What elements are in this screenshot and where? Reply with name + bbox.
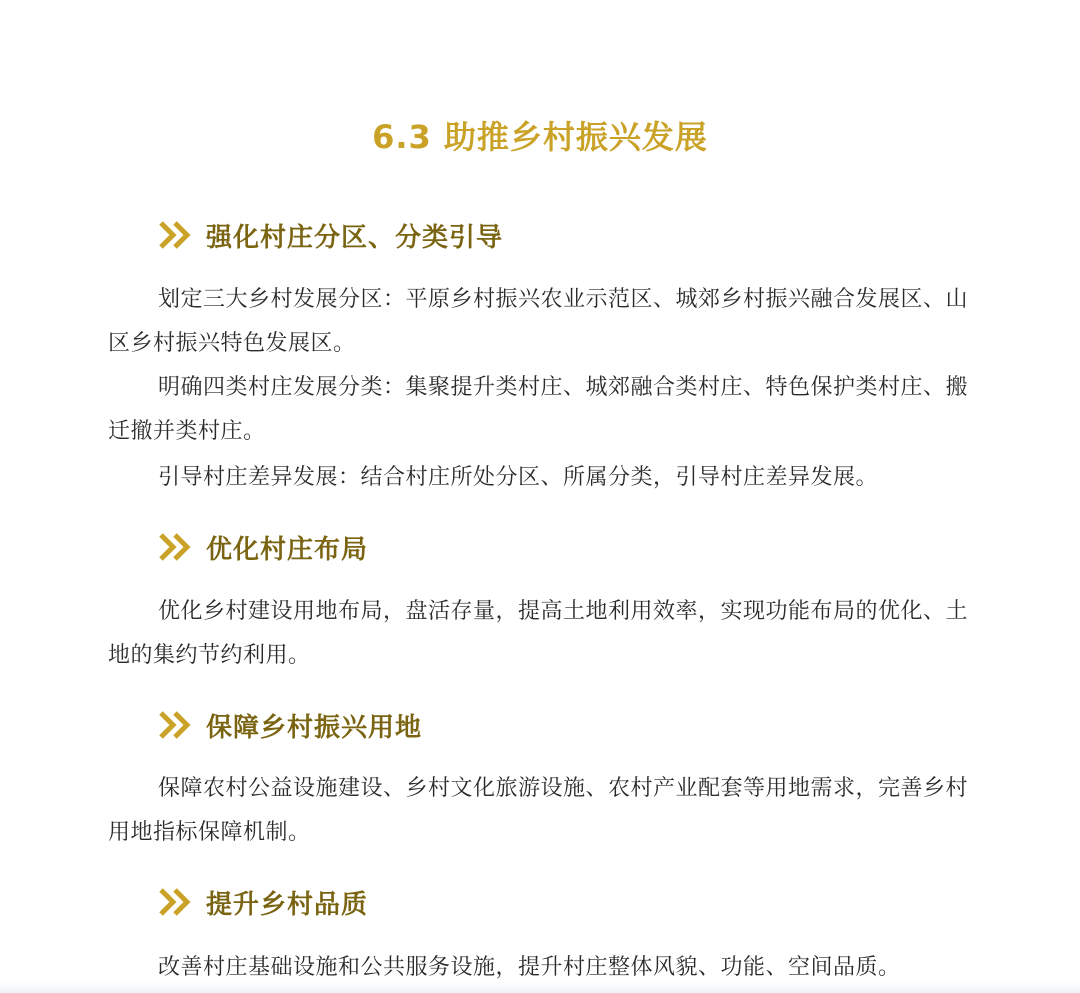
section-header-1 <box>158 215 503 255</box>
double-chevron-right-icon <box>158 532 192 562</box>
section-title-3: 保障乡村振兴用地 <box>206 712 423 743</box>
section-1-paragraph-3: 引导村庄差异发展：结合村庄所处分区、所属分类，引导村庄差异发展。 <box>158 465 879 490</box>
section-title-1: 强化村庄分区、分类引导 <box>206 222 504 253</box>
section-header-2 <box>158 527 368 567</box>
section-4-paragraph-1: 改善村庄基础设施和公共服务设施，提升村庄整体风貌、功能、空间品质。 <box>158 955 901 980</box>
section-2-paragraph-1: 优化乡村建设用地布局，盘活存量，提高土地利用效率，实现功能布局的优化、土地的集约节约利用。 <box>108 599 969 668</box>
section-header-4 <box>158 882 368 922</box>
section-header-3 <box>158 705 422 745</box>
bottom-fade <box>0 981 1080 993</box>
section-1-paragraph-2: 明确四类村庄发展分类：集聚提升类村庄、城郊融合类村庄、特色保护类村庄、搬迁撤并类村庄。 <box>108 375 969 444</box>
section-title-2: 优化村庄布局 <box>206 534 369 565</box>
double-chevron-right-icon <box>158 887 192 917</box>
double-chevron-right-icon <box>158 710 192 740</box>
section-3-paragraph-1: 保障农村公益设施建设、乡村文化旅游设施、农村产业配套等用地需求，完善乡村用地指标保障机制。 <box>108 776 969 845</box>
section-title-4: 提升乡村品质 <box>206 889 369 920</box>
page-title: 6.3 助推乡村振兴发展 <box>372 118 708 156</box>
section-1-paragraph-1: 划定三大乡村发展分区：平原乡村振兴农业示范区、城郊乡村振兴融合发展区、山区乡村振兴特色发展区。 <box>108 287 969 356</box>
double-chevron-right-icon <box>158 220 192 250</box>
